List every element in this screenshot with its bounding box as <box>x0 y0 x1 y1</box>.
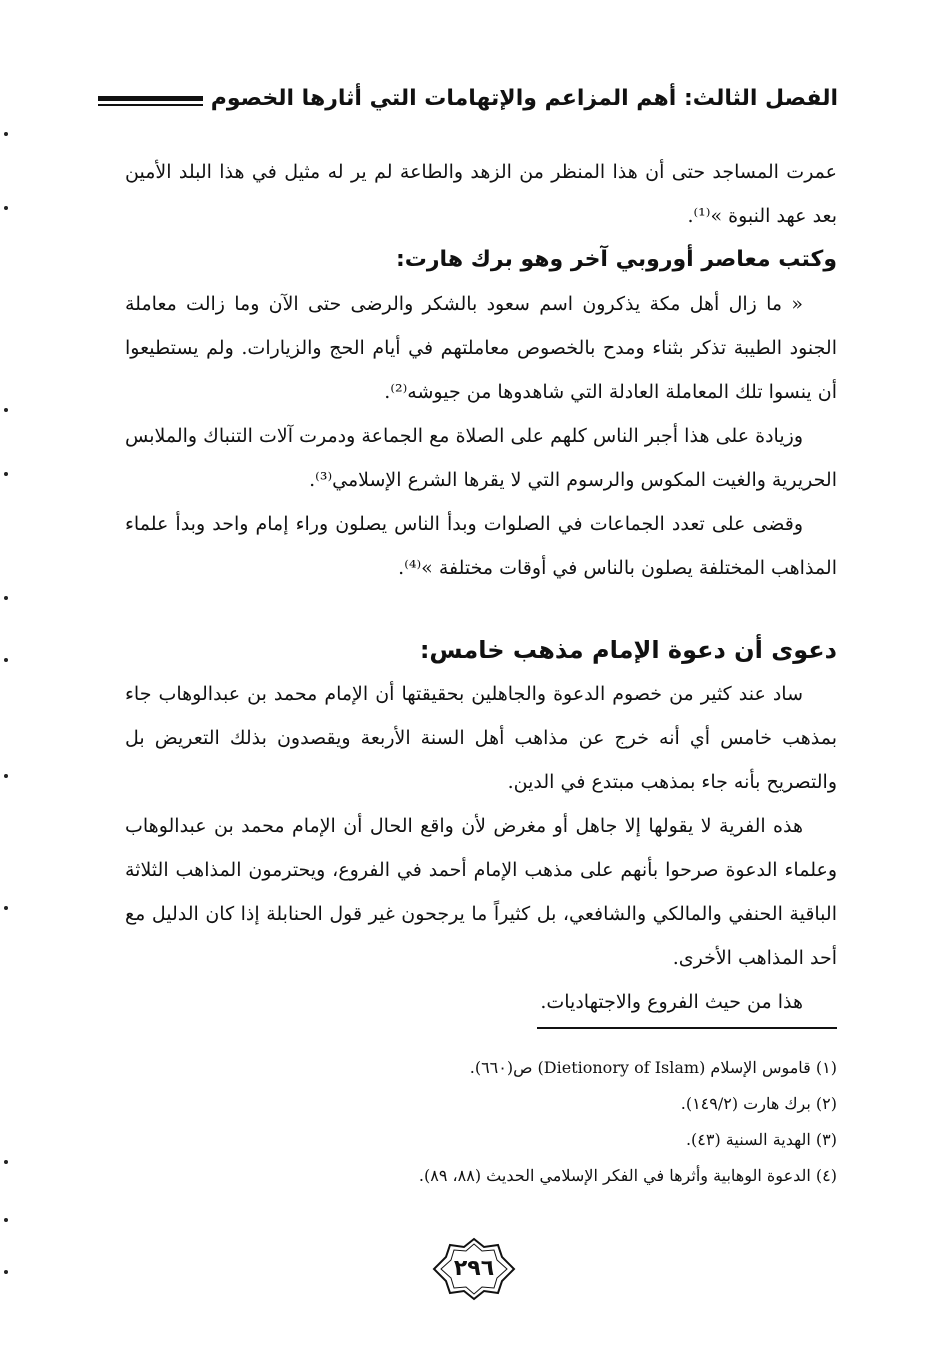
paragraph: ساد عند كثير من خصوم الدعوة والجاهلين بحقيقتها أن الإمام محمد بن عبدالوهاب جاء بمذهب خامس أي أنه خرج عن مذاهب أهل السنة الأربعة ويقصدون بذلك التعريض بل والتصريح بأنه جاء بمذهب مبتدع في الدين. <box>125 683 837 793</box>
header-rule <box>98 96 203 106</box>
footnote-separator <box>537 1027 837 1029</box>
scan-mark <box>4 132 8 136</box>
paragraph: هذا من حيث الفروع والاجتهاديات. <box>540 991 803 1013</box>
footnote-4: (٤) الدعوة الوهابية وأثرها في الفكر الإسلامي الحديث (٨٨، ٨٩). <box>418 1166 837 1185</box>
section-heading: دعوى أن دعوة الإمام مذهب خامس: <box>419 636 837 664</box>
paragraph: وزيادة على هذا أجبر الناس كلهم على الصلاة مع الجماعة ودمرت آلات التنباك والملابس الحريرية والغيت المكوس والرسوم التي لا يقرها الشرع الإسلامي⁽³⁾. <box>125 425 837 491</box>
scan-mark <box>4 472 8 476</box>
scan-mark <box>4 658 8 662</box>
scan-mark <box>4 906 8 910</box>
footnote-2: (٢) برك هارت (١٤٩/٢). <box>680 1094 837 1113</box>
scan-mark <box>4 1270 8 1274</box>
footnote-1: (١) قاموس الإسلام (Dietionory of Islam) ص(٦٦٠). <box>469 1058 837 1077</box>
paragraph-continued: عمرت المساجد حتى أن هذا المنظر من الزهد والطاعة لم ير له مثيل في هذا البلد الأمين بعد عهد النبوة »⁽¹⁾. <box>125 161 837 227</box>
scan-mark <box>4 596 8 600</box>
footnote-3: (٣) الهدية السنية (٤٣). <box>685 1130 837 1149</box>
page-number: ٢٩٦ <box>453 1256 495 1281</box>
scan-mark <box>4 1160 8 1164</box>
paragraph: هذه الفرية لا يقولها إلا جاهل أو مغرض لأن واقع الحال أن الإمام محمد بن عبدالوهاب وعلماء الدعوة صرحوا بأنهم على مذهب الإمام أحمد في الفروع، ويحترمون المذاهب الثلاثة الباقية الحنفي والمالكي والشافعي، بل كثيراً ما يرجحون غير قول الحنابلة إذا كان الدليل مع أحد المذاهب الأخرى. <box>125 815 837 969</box>
running-header <box>98 78 838 118</box>
footnotes <box>125 1050 837 1194</box>
chapter-title: الفصل الثالث: أهم المزاعم والإتهامات التي أثارها الخصوم <box>210 85 838 111</box>
scan-mark <box>4 206 8 210</box>
paragraph-quote-start: « ما زال أهل مكة يذكرون اسم سعود بالشكر والرضى حتى الآن وما زالت معاملة الجنود الطيبة تذكر بثناء ومدح بالخصوص معاملتهم في أيام الحج والزيارات. ولم يستطيعوا أن ينسوا تلك المعاملة العادلة التي شاهدوها من جيوشه⁽²⁾. <box>125 293 837 403</box>
paragraph-quote-end: وقضى على تعدد الجماعات في الصلوات وبدأ الناس يصلون وراء إمام واحد وبدأ علماء المذاهب المختلفة يصلون بالناس في أوقات مختلفة »⁽⁴⁾. <box>125 513 837 579</box>
scan-mark <box>4 408 8 412</box>
scan-mark <box>4 1218 8 1222</box>
body-text <box>125 150 837 1024</box>
page-number-badge <box>432 1237 516 1301</box>
subheading: وكتب معاصر أوروبي آخر وهو برك هارت: <box>395 247 837 272</box>
scan-mark <box>4 774 8 778</box>
